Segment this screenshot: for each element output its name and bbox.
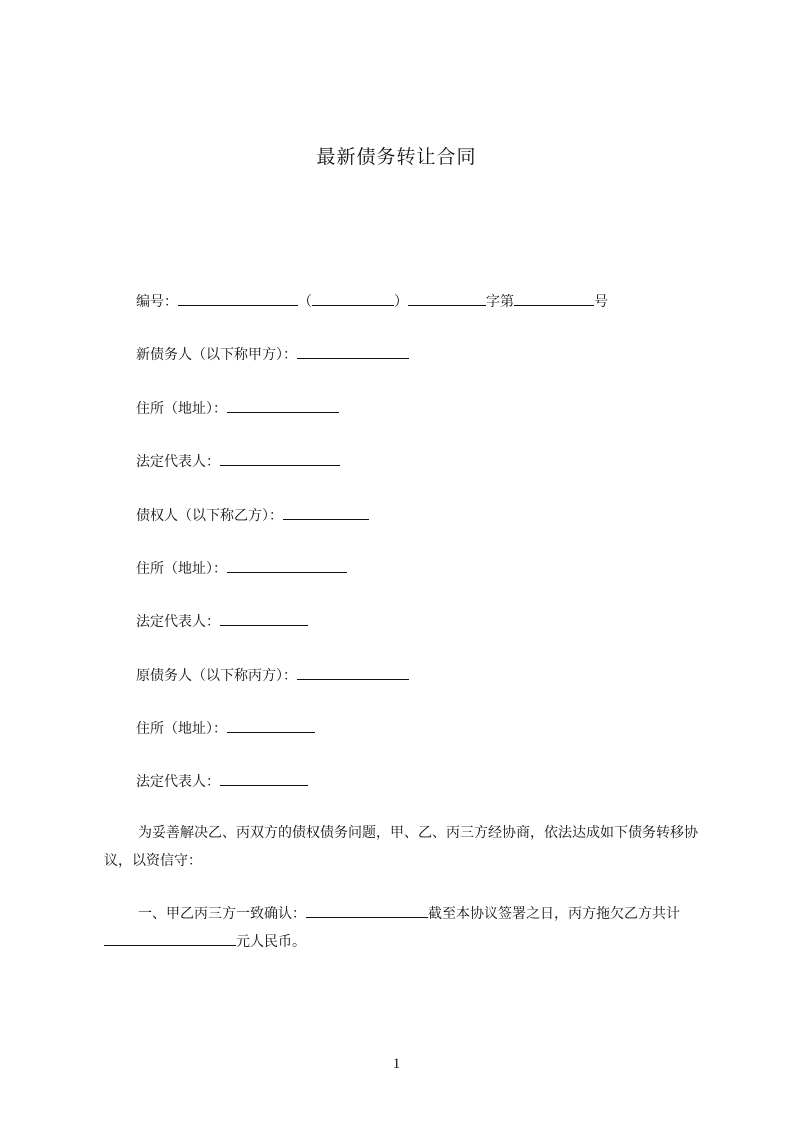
original-debtor-line [136,665,409,686]
creditor-blank[interactable] [283,505,369,520]
original-debtor-residence-line [136,718,315,739]
residence-label: 住所（地址）： [136,401,227,417]
creditor-residence-blank[interactable] [227,558,347,573]
number-blank[interactable] [178,291,298,306]
hao-label: 号 [594,294,608,310]
creditor-residence-line [136,558,347,579]
document-title: 最新债务转让合同 [316,146,477,168]
new-debtor-legal-rep-blank[interactable] [220,451,340,466]
original-debtor-residence-blank[interactable] [227,718,315,733]
clause-1-text-b: 截至本协议签署之日，丙方拖欠乙方共计 [428,906,680,922]
clause-1-text-a: 一、甲乙丙三方一致确认： [138,906,306,922]
residence-label: 住所（地址）： [136,721,227,737]
new-debtor-legal-rep-line [136,451,340,472]
creditor-label: 债权人（以下称乙方）： [136,508,283,524]
page-number: 1 [392,1056,401,1072]
number-line [136,291,608,312]
original-debtor-blank[interactable] [297,665,409,680]
paren-open: （ [298,294,312,310]
original-debtor-legal-rep-blank[interactable] [220,771,308,786]
new-debtor-line [136,344,409,365]
number-prefix-blank[interactable] [408,291,486,306]
creditor-legal-rep-blank[interactable] [220,611,308,626]
number-label: 编号： [136,294,178,310]
creditor-legal-rep-line [136,611,308,632]
number-seq-blank[interactable] [514,291,594,306]
original-debtor-legal-rep-line [136,771,308,792]
zi-di-label: 字第 [486,294,514,310]
legal-rep-label: 法定代表人： [136,774,220,790]
clause-1-amount-blank[interactable] [104,931,236,946]
residence-label: 住所（地址）： [136,561,227,577]
legal-rep-label: 法定代表人： [136,454,220,470]
new-debtor-label: 新债务人（以下称甲方）： [136,347,297,363]
paren-close: ） [394,294,408,310]
intro-paragraph: 为妥善解决乙、丙双方的债权债务问题，甲、乙、丙三方经协商，依法达成如下债务转移协议，以资信守： [104,825,698,869]
clause-1-paragraph [104,900,704,956]
new-debtor-residence-blank[interactable] [227,398,339,413]
clause-1-text-c: 元人民币。 [236,934,306,950]
original-debtor-label: 原债务人（以下称丙方）： [136,668,297,684]
clause-1-date-blank[interactable] [306,903,428,918]
creditor-line [136,505,369,526]
legal-rep-label: 法定代表人： [136,614,220,630]
number-paren-blank[interactable] [312,291,394,306]
new-debtor-residence-line [136,398,339,419]
new-debtor-blank[interactable] [297,344,409,359]
